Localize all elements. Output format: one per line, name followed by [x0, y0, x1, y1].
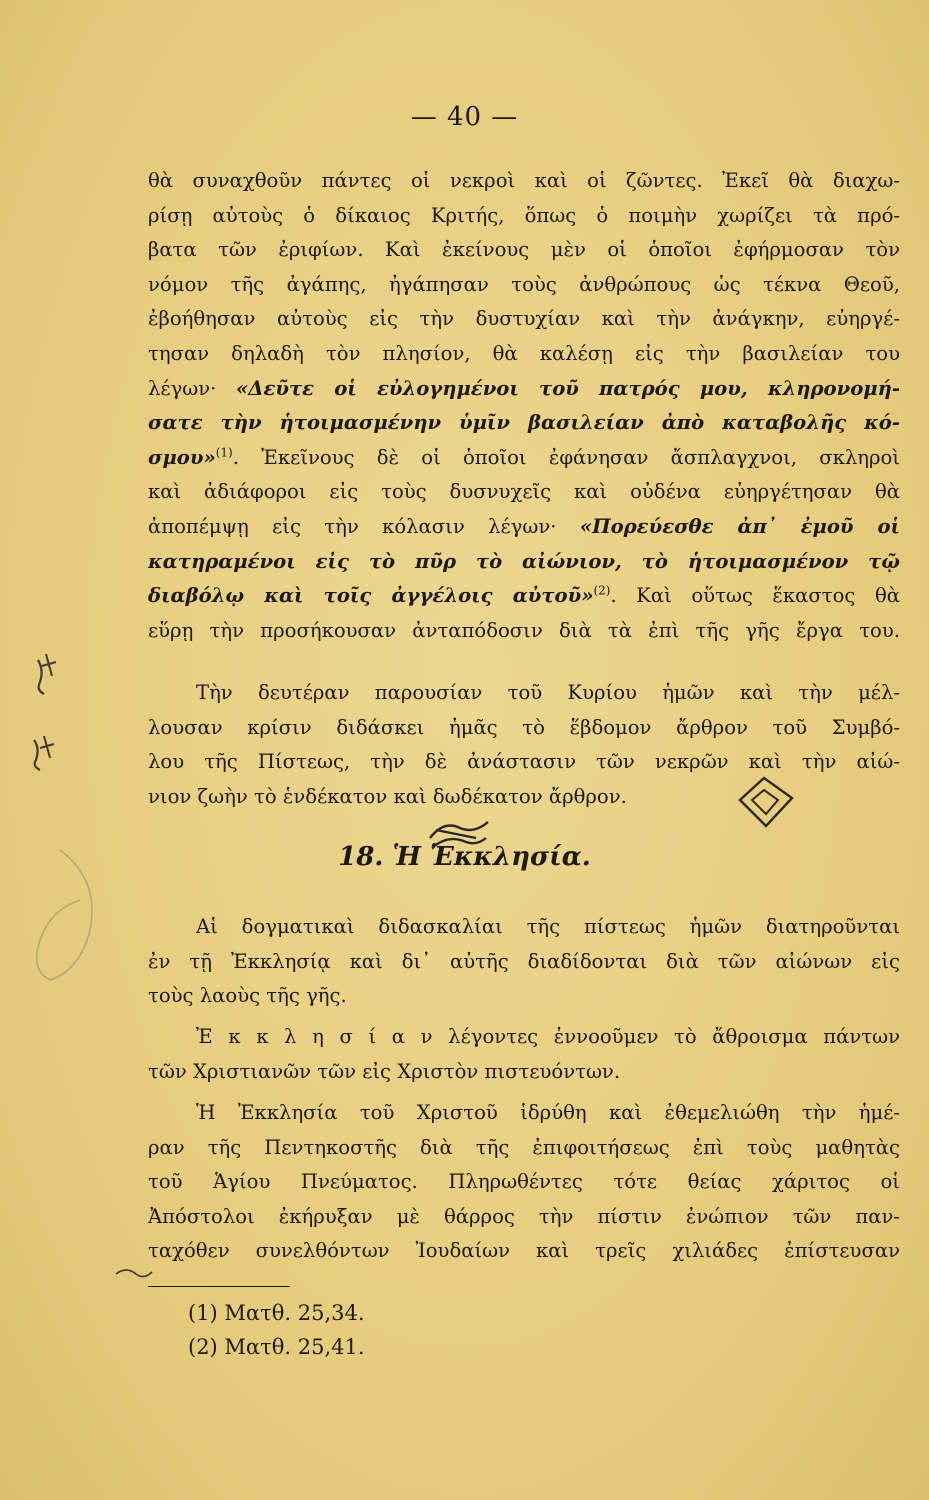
- text-line: τοὺς λαοὺς τῆς γῆς.: [148, 984, 347, 1008]
- footnotes: [188, 1296, 365, 1364]
- text-line: λου τῆς Πίστεως, τὴν δὲ ἀνάστασιν τῶν νεκρῶν καὶ τὴν αἰώ-: [148, 750, 900, 774]
- section-heading: 18. Ἡ Ἐκκλησία.: [338, 842, 591, 872]
- text-line: καὶ ἀδιάφοροι εἰς τοὺς δυσνυχεῖς καὶ οὐδένα εὐηργέτησαν θὰ: [148, 480, 900, 504]
- scripture-quote: «Πορεύεσθε ἀπ᾿ ἐμοῦ οἱ: [579, 514, 900, 538]
- diamond-mark-icon: [734, 770, 798, 834]
- scripture-quote: «Δεῦτε οἱ εὐλογημένοι τοῦ πατρός μου, κληρονομή-: [236, 376, 900, 400]
- text-line: εὕρῃ τὴν προσήκουσαν ἀνταπόδοσιν διὰ τὰ ἐπὶ τῆς γῆς ἔργα του.: [148, 618, 900, 642]
- text-line: [148, 372, 900, 407]
- text-span: . Ἐκεῖνους δὲ οἱ ὁποῖοι ἐφάνησαν ἄσπλαγχνοι, σκληροὶ: [232, 445, 900, 469]
- text-span: λέγων·: [148, 376, 217, 400]
- text-line: βατα τῶν ἐριφίων. Καὶ ἐκείνους μὲν οἱ ὁποῖοι ἐφήρμοσαν τὸν: [148, 238, 900, 262]
- text-line: Τὴν δευτέραν παρουσίαν τοῦ Κυρίου ἡμῶν καὶ τὴν μέλ-: [196, 681, 900, 704]
- text-line: θὰ συναχθοῦν πάντες οἱ νεκροὶ καὶ οἱ ζῶντες. Ἐκεῖ θὰ διαχω-: [148, 169, 900, 192]
- ink-scribble-icon: [426, 818, 490, 862]
- text-line: ταχόθεν συνελθόντων Ἰουδαίων καὶ τρεῖς χιλιάδες ἐπίστευσαν: [148, 1239, 900, 1263]
- text-line: [148, 1020, 900, 1055]
- pencil-stroke-icon: [114, 1266, 154, 1280]
- text-line: ραν τῆς Πεντηκοστῆς διὰ τῆς ἐπιφοιτήσεως ἐπὶ τοὺς μαθητὰς: [148, 1135, 900, 1159]
- text-line: λουσαν κρίσιν διδάσκει ἡμᾶς τὸ ἕβδομον ἄρθρον τοῦ Συμβό-: [148, 715, 900, 739]
- spaced-term: Ἐ κ κ λ η σ ί α ν: [196, 1025, 433, 1048]
- footnote-divider: [148, 1286, 290, 1287]
- footnote-ref: (2): [593, 583, 611, 598]
- text-line: ἐβοήθησαν αὐτοὺς εἰς τὴν δυστυχίαν καὶ τὴν ἀνάγκην, εὐηργέ-: [148, 307, 900, 331]
- text-line: τῶν Χριστιανῶν τῶν εἰς Χριστὸν πιστευόντων.: [148, 1059, 621, 1083]
- footnote-1: (1) Ματθ. 25,34.: [188, 1301, 365, 1325]
- scripture-quote: σατε τὴν ἡτοιμασμένην ὑμῖν βασιλείαν ἀπὸ καταβολῆς κό-: [148, 411, 900, 435]
- paragraph-5: [148, 1096, 900, 1269]
- pencil-mark-icon: [20, 640, 80, 780]
- text-line: Ἀπόστολοι ἐκήρυξαν μὲ θάρρος τὴν πίστιν ἐνώπιον τῶν παν-: [148, 1204, 900, 1228]
- page-number: — 40 —: [410, 102, 519, 132]
- paragraph-3: [148, 910, 900, 1014]
- scripture-quote: σμου»: [148, 445, 216, 469]
- paragraph-4: [148, 1020, 900, 1089]
- text-line: [148, 441, 900, 476]
- text-line: τησαν δηλαδὴ τὸν πλησίον, θὰ καλέσῃ εἰς τὴν βασιλείαν του: [148, 341, 900, 365]
- text-line: τοῦ Ἁγίου Πνεύματος. Πληρωθέντες τότε θείας χάριτος οἱ: [148, 1170, 900, 1194]
- paragraph-1: [148, 164, 900, 648]
- text-line: Ἡ Ἐκκλησία τοῦ Χριστοῦ ἱδρύθη καὶ ἐθεμελιώθη τὴν ἡμέ-: [196, 1101, 900, 1124]
- text-line: Αἱ δογματικαὶ διδασκαλίαι τῆς πίστεως ἡμῶν διατηροῦνται: [196, 915, 900, 938]
- scripture-quote: κατηραμένοι εἰς τὸ πῦρ τὸ αἰώνιον, τὸ ἡτοιμασμένον τῷ: [148, 549, 900, 573]
- footnote-ref: (1): [215, 445, 233, 460]
- text-line: [148, 510, 900, 545]
- text-line: [148, 579, 900, 614]
- text-span: λέγοντες ἐννοοῦμεν τὸ ἄθροισμα πάντων: [432, 1025, 900, 1048]
- footnote-2: (2) Ματθ. 25,41.: [188, 1335, 365, 1359]
- scripture-quote: διαβόλῳ καὶ τοῖς ἀγγέλοις αὐτοῦ»: [148, 584, 594, 608]
- text-span: . Καὶ οὕτως ἕκαστος θὰ: [610, 584, 900, 608]
- text-line: νόμον τῆς ἀγάπης, ἠγάπησαν τοὺς ἀνθρώπους ὡς τέκνα Θεοῦ,: [148, 272, 900, 296]
- text-line: ρίσῃ αὐτοὺς ὁ δίκαιος Κριτής, ὅπως ὁ ποιμὴν χωρίζει τὰ πρό-: [148, 203, 900, 227]
- pencil-sketch-icon: [30, 840, 120, 990]
- text-line: νιον ζωὴν τὸ ἑνδέκατον καὶ δωδέκατον ἄρθρον.: [148, 784, 627, 808]
- text-span: ἀποπέμψῃ εἰς τὴν κόλασιν λέγων·: [148, 514, 557, 538]
- text-line: ἐν τῇ Ἐκκλησίᾳ καὶ δι᾿ αὐτῆς διαδίδονται διὰ τῶν αἰώνων εἰς: [148, 949, 900, 973]
